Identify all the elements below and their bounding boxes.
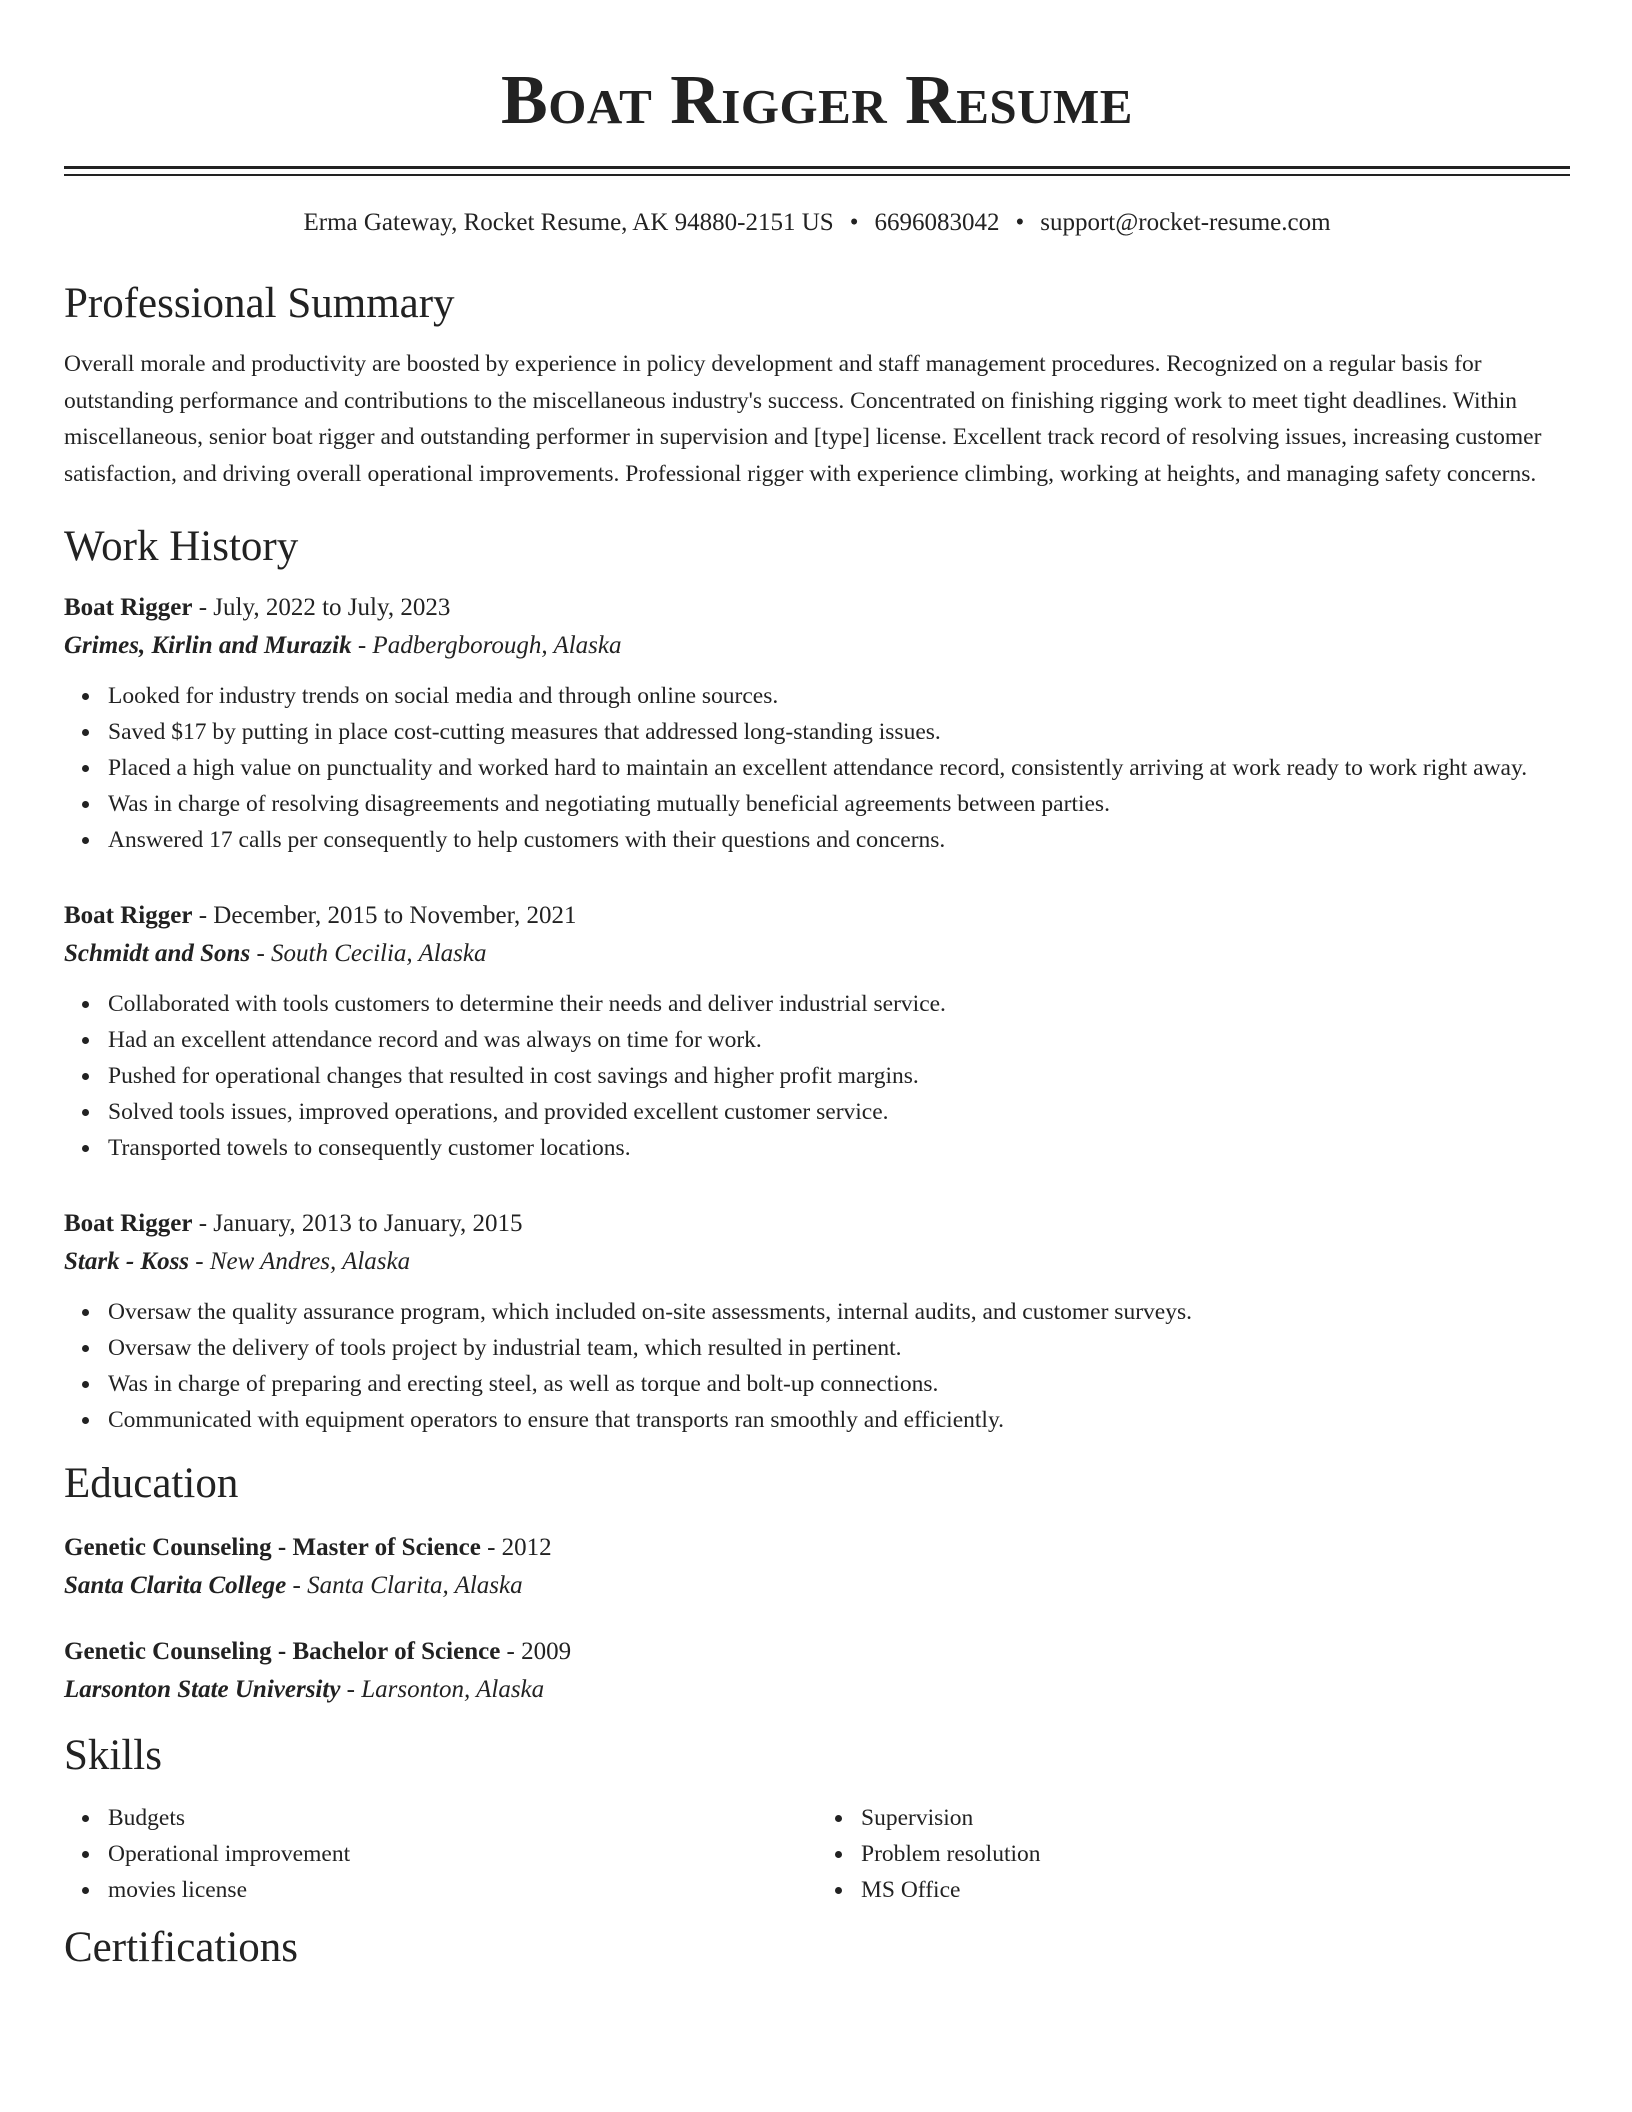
contact-email: support@rocket-resume.com bbox=[1040, 209, 1331, 236]
list-item: Saved $17 by putting in place cost-cutting measures that addressed long-standing issues. bbox=[108, 714, 1570, 750]
contact-separator: • bbox=[1015, 209, 1025, 236]
title-divider-thick bbox=[64, 166, 1570, 169]
education-school: Larsonton State University bbox=[64, 1676, 341, 1703]
job-location: Padbergborough, Alaska bbox=[372, 632, 622, 659]
job-bullets bbox=[108, 678, 1570, 858]
job-dates: July, 2022 to July, 2023 bbox=[213, 594, 451, 621]
list-item: Solved tools issues, improved operations, and provided excellent customer service. bbox=[108, 1094, 1570, 1130]
education-location: Santa Clarita, Alaska bbox=[307, 1572, 523, 1599]
job-dates: December, 2015 to November, 2021 bbox=[213, 902, 577, 929]
dash-separator: - bbox=[351, 632, 373, 659]
job-header bbox=[64, 898, 1570, 934]
education-school: Santa Clarita College bbox=[64, 1572, 287, 1599]
job-entry bbox=[64, 590, 1570, 858]
job-company: Grimes, Kirlin and Murazik bbox=[64, 632, 352, 659]
dash-separator: - bbox=[480, 1534, 502, 1561]
skill-item: Operational improvement bbox=[108, 1836, 817, 1872]
education-header bbox=[64, 1530, 1570, 1566]
job-bullets bbox=[108, 986, 1570, 1166]
job-role: Boat Rigger bbox=[64, 902, 193, 929]
list-item: Had an excellent attendance record and was always on time for work. bbox=[108, 1022, 1570, 1058]
job-header bbox=[64, 590, 1570, 626]
job-employer bbox=[64, 626, 1570, 666]
education-school-line bbox=[64, 1670, 1570, 1710]
education-degree: Genetic Counseling - Master of Science bbox=[64, 1534, 481, 1561]
job-entry bbox=[64, 898, 1570, 1166]
dash-separator: - bbox=[286, 1572, 308, 1599]
list-item: Oversaw the delivery of tools project by industrial team, which resulted in pertinent. bbox=[108, 1330, 1570, 1366]
skills-column-left bbox=[108, 1800, 817, 1908]
job-employer bbox=[64, 934, 1570, 974]
education-header bbox=[64, 1634, 1570, 1670]
dash-separator: - bbox=[189, 1248, 210, 1275]
section-title-work-history: Work History bbox=[64, 523, 299, 570]
skill-item: MS Office bbox=[861, 1872, 1570, 1908]
dash-separator: - bbox=[192, 1210, 214, 1237]
dash-separator: - bbox=[340, 1676, 362, 1703]
education-degree: Genetic Counseling - Bachelor of Science bbox=[64, 1638, 501, 1665]
list-item: Looked for industry trends on social media and through online sources. bbox=[108, 678, 1570, 714]
skill-item: movies license bbox=[108, 1872, 817, 1908]
contact-line bbox=[64, 207, 1570, 239]
job-header bbox=[64, 1206, 1570, 1242]
list-item: Answered 17 calls per consequently to help customers with their questions and concerns. bbox=[108, 822, 1570, 858]
job-company: Stark - Koss bbox=[64, 1248, 190, 1275]
job-bullets bbox=[108, 1294, 1570, 1438]
dash-separator: - bbox=[500, 1638, 522, 1665]
job-role: Boat Rigger bbox=[64, 1210, 193, 1237]
job-company: Schmidt and Sons bbox=[64, 940, 251, 967]
skill-item: Budgets bbox=[108, 1800, 817, 1836]
list-item: Was in charge of preparing and erecting steel, as well as torque and bolt-up connections. bbox=[108, 1366, 1570, 1402]
skills-grid bbox=[64, 1800, 1570, 1908]
job-location: South Cecilia, Alaska bbox=[271, 940, 487, 967]
skills-column-right bbox=[861, 1800, 1570, 1908]
job-entry bbox=[64, 1206, 1570, 1438]
skill-item: Supervision bbox=[861, 1800, 1570, 1836]
section-title-skills: Skills bbox=[64, 1732, 162, 1779]
job-location: New Andres, Alaska bbox=[209, 1248, 411, 1275]
list-item: Collaborated with tools customers to determine their needs and deliver industrial service. bbox=[108, 986, 1570, 1022]
contact-address: Erma Gateway, Rocket Resume, AK 94880-2151 US bbox=[303, 209, 834, 236]
job-role: Boat Rigger bbox=[64, 594, 193, 621]
list-item: Was in charge of resolving disagreements and negotiating mutually beneficial agreements between parties. bbox=[108, 786, 1570, 822]
dash-separator: - bbox=[192, 594, 214, 621]
job-employer bbox=[64, 1242, 1570, 1282]
education-entry bbox=[64, 1530, 1570, 1606]
section-title-summary: Professional Summary bbox=[64, 280, 455, 327]
skill-item: Problem resolution bbox=[861, 1836, 1570, 1872]
job-dates: January, 2013 to January, 2015 bbox=[213, 1210, 523, 1237]
title-divider-thin bbox=[64, 174, 1570, 176]
list-item: Transported towels to consequently customer locations. bbox=[108, 1130, 1570, 1166]
education-year: 2009 bbox=[521, 1638, 572, 1665]
education-entry bbox=[64, 1634, 1570, 1710]
summary-text: Overall morale and productivity are boosted by experience in policy development and staff management procedures. Recognized on a regular basis for outstanding performance and contributions to the miscellaneous industry's success. Concentrated on finishing rigging work to meet tight deadlines. Within miscellaneous, senior boat rigger and outstanding performer in supervision and [type] license. Excellent track record of resolving issues, increasing customer satisfaction, and driving overall operational improvements. Professional rigger with experience climbing, working at heights, and managing safety concerns. bbox=[64, 351, 1542, 487]
dash-separator: - bbox=[192, 902, 214, 929]
list-item: Communicated with equipment operators to ensure that transports ran smoothly and efficiently. bbox=[108, 1402, 1570, 1438]
list-item: Pushed for operational changes that resulted in cost savings and higher profit margins. bbox=[108, 1058, 1570, 1094]
resume-page bbox=[64, 0, 1570, 1974]
education-year: 2012 bbox=[501, 1534, 552, 1561]
section-title-education: Education bbox=[64, 1460, 239, 1507]
section-title-certifications: Certifications bbox=[64, 1924, 299, 1971]
list-item: Oversaw the quality assurance program, which included on-site assessments, internal audits, and customer surveys. bbox=[108, 1294, 1570, 1330]
contact-separator: • bbox=[849, 209, 859, 236]
education-location: Larsonton, Alaska bbox=[361, 1676, 545, 1703]
resume-title: Boat Rigger Resume bbox=[501, 62, 1133, 139]
list-item: Placed a high value on punctuality and worked hard to maintain an excellent attendance record, consistently arriving at work ready to work right away. bbox=[108, 750, 1570, 786]
education-school-line bbox=[64, 1566, 1570, 1606]
contact-phone: 6696083042 bbox=[874, 209, 1000, 236]
dash-separator: - bbox=[250, 940, 272, 967]
